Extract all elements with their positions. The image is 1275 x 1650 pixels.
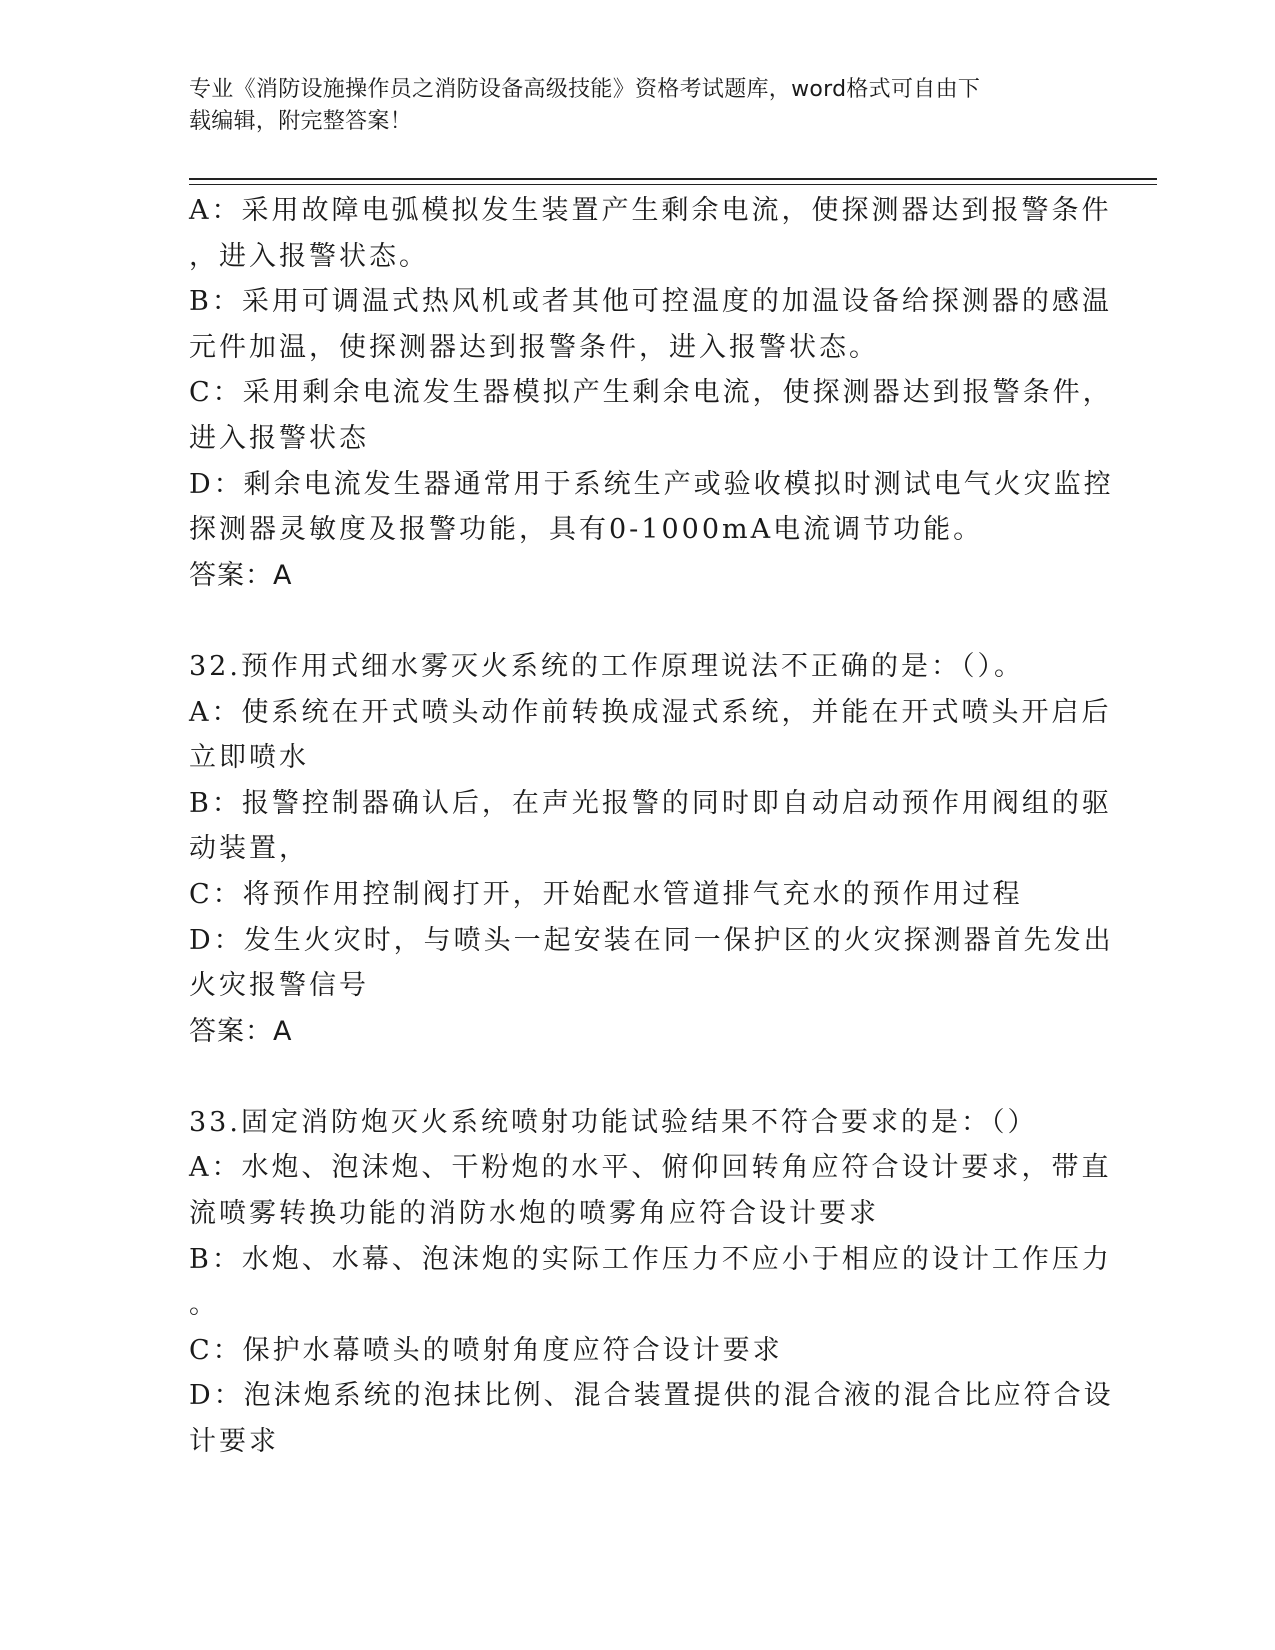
q31-answer: 答案：A: [189, 559, 293, 591]
q32-option-c-line-1: C：将预作用控制阀打开，开始配水管道排气充水的预作用过程: [189, 878, 1023, 910]
q33-option-d-line-1: D：泡沫炮系统的泡抹比例、混合装置提供的混合液的混合比应符合设: [189, 1380, 1114, 1412]
q32-option-d-line-2: 火灾报警信号: [189, 970, 369, 1002]
q32-option-a-line-2: 立即喷水: [189, 742, 309, 774]
q32-option-b-line-1: B：报警控制器确认后，在声光报警的同时即自动启动预作用阀组的驱: [189, 787, 1112, 819]
header-divider-thin: [189, 184, 1157, 185]
q33-option-c-line-1: C：保护水幕喷头的喷射角度应符合设计要求: [189, 1334, 783, 1366]
question-31-options: [189, 188, 1114, 598]
q31-option-b-line-2: 元件加温，使探测器达到报警条件，进入报警状态。: [189, 331, 879, 363]
q32-question: 32.预作用式细水雾灭火系统的工作原理说法不正确的是：（）。: [189, 650, 1024, 682]
q33-option-a-line-1: A：水炮、泡沫炮、干粉炮的水平、俯仰回转角应符合设计要求，带直: [189, 1152, 1112, 1184]
question-32: [189, 644, 1114, 1054]
header-line-2: 载编辑，附完整答案！: [189, 109, 413, 134]
q31-option-c-line-2: 进入报警状态: [189, 422, 369, 454]
q33-question: 33.固定消防炮灭火系统喷射功能试验结果不符合要求的是：（）: [189, 1106, 1038, 1138]
document-body: [189, 188, 1114, 1465]
q31-option-a-line-1: A：采用故障电弧模拟发生装置产生剩余电流，使探测器达到报警条件: [189, 195, 1112, 226]
q32-option-d-line-1: D：发生火灾时，与喷头一起安装在同一保护区的火灾探测器首先发出: [189, 924, 1114, 956]
q32-option-b-line-2: 动装置，: [189, 833, 309, 865]
header-line-1: 专业《消防设施操作员之消防设备高级技能》资格考试题库，word格式可自由下: [189, 77, 981, 102]
q32-option-a-line-1: A：使系统在开式喷头动作前转换成湿式系统，并能在开式喷头开启后: [189, 696, 1112, 728]
q33-option-a-line-2: 流喷雾转换功能的消防水炮的喷雾角应符合设计要求: [189, 1198, 879, 1230]
document-header: [189, 74, 1069, 138]
spacer: [189, 598, 1069, 644]
spacer: [189, 1054, 1069, 1100]
question-33: [189, 1100, 1114, 1465]
q31-option-d-line-1: D：剩余电流发生器通常用于系统生产或验收模拟时测试电气火灾监控: [189, 468, 1114, 500]
q33-option-b-line-1: B：水炮、水幕、泡沫炮的实际工作压力不应小于相应的设计工作压力: [189, 1243, 1112, 1275]
q33-option-b-line-2: 。: [189, 1289, 219, 1321]
q32-answer: 答案：A: [189, 1015, 293, 1047]
q31-option-c-line-1: C：采用剩余电流发生器模拟产生剩余电流，使探测器达到报警条件，: [189, 377, 1113, 409]
q31-option-d-line-2: 探测器灵敏度及报警功能，具有0-1000mA电流调节功能。: [189, 514, 984, 546]
q33-option-d-line-2: 计要求: [189, 1426, 279, 1458]
header-divider-thick: [189, 178, 1157, 180]
q31-option-b-line-1: B：采用可调温式热风机或者其他可控温度的加温设备给探测器的感温: [189, 286, 1112, 318]
q31-option-a-line-2: ，进入报警状态。: [189, 240, 429, 272]
